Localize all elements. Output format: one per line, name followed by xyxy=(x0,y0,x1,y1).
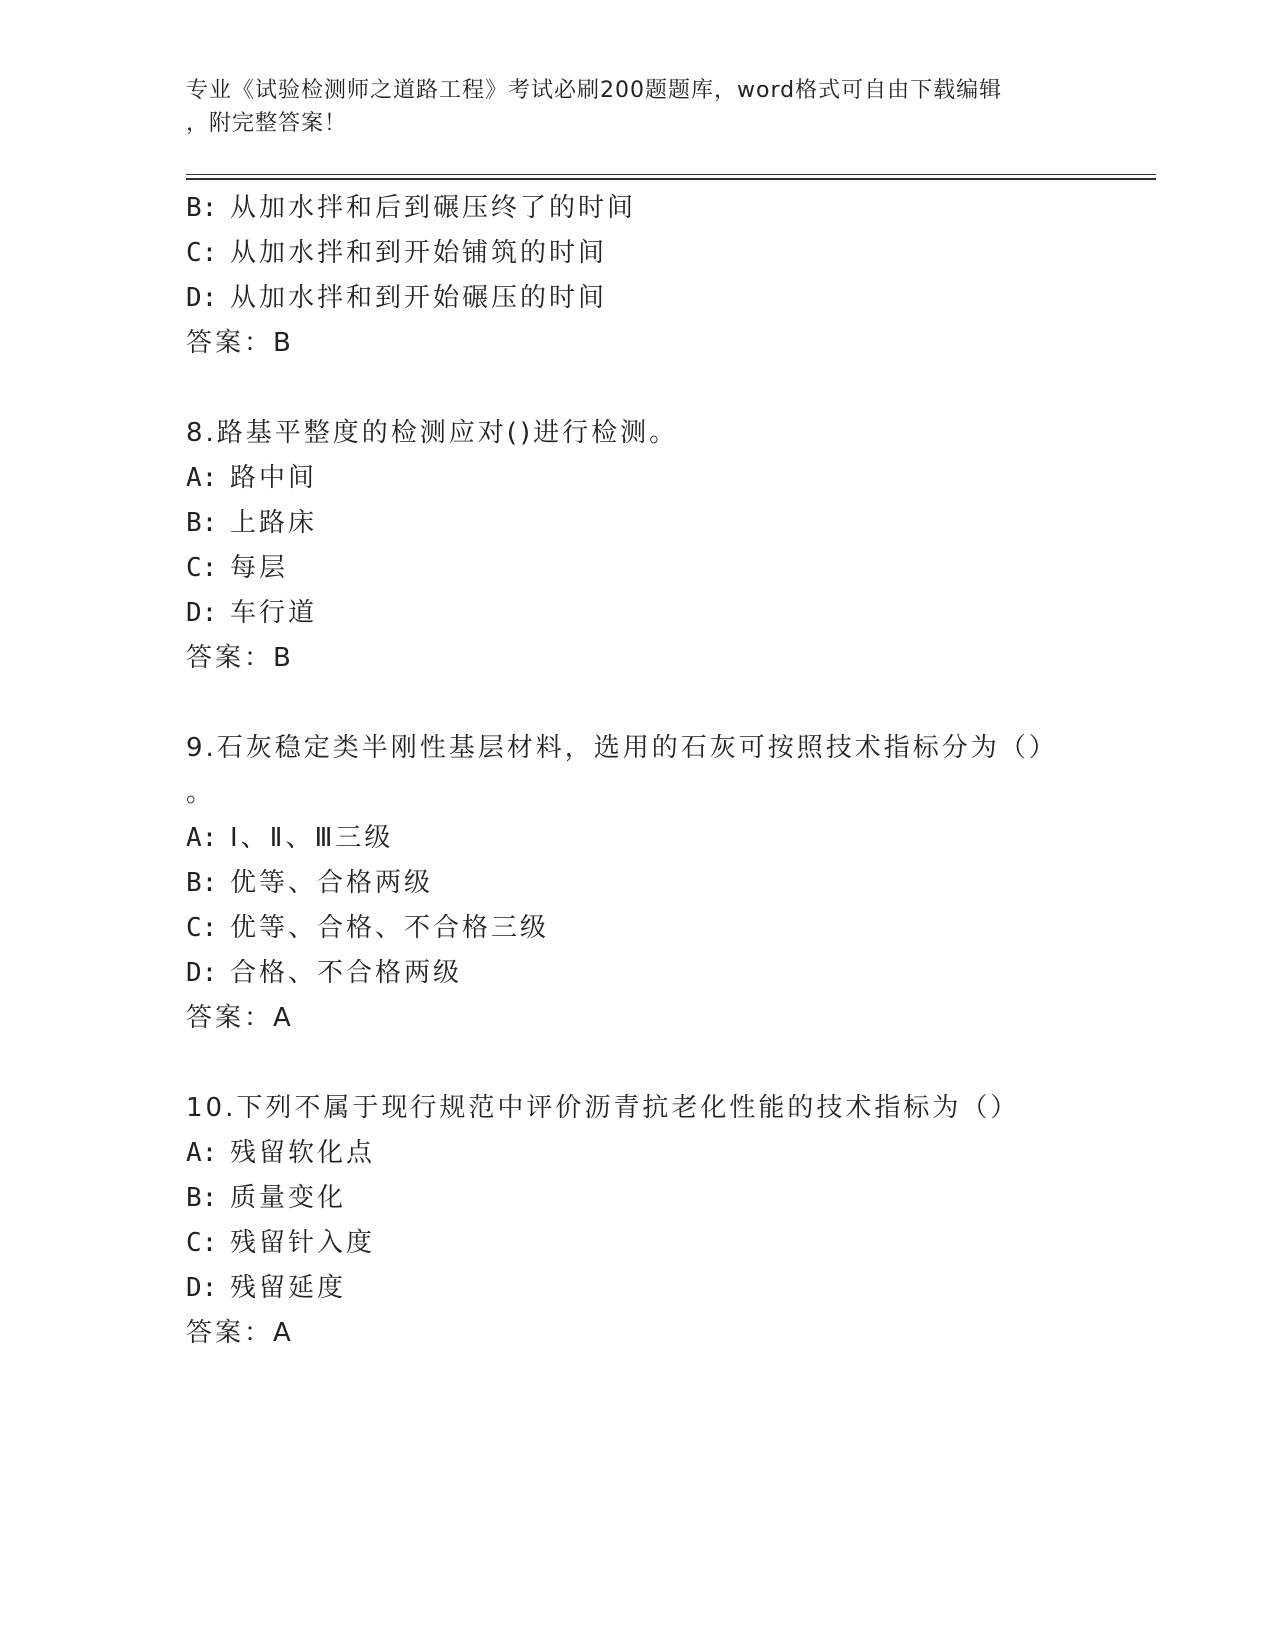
option-text: 合格、不合格两级 xyxy=(230,958,463,988)
option-letter: A: xyxy=(186,823,218,853)
header-divider-top xyxy=(186,174,1156,175)
option-text: 残留针入度 xyxy=(230,1228,376,1258)
header-title-line2: ，附完整答案！ xyxy=(186,111,348,136)
header-title-line1: 专业《试验检测师之道路工程》考试必刷200题题库，word格式可自由下载编辑 xyxy=(186,78,1003,103)
option-item xyxy=(186,282,607,314)
option-item xyxy=(186,1182,346,1214)
option-item xyxy=(186,597,317,629)
option-letter: C: xyxy=(186,1228,218,1258)
option-letter: C: xyxy=(186,913,218,943)
option-item xyxy=(186,462,317,494)
option-letter: B: xyxy=(186,1183,218,1213)
option-letter: B: xyxy=(186,868,218,898)
option-text: 从加水拌和到开始铺筑的时间 xyxy=(230,238,608,268)
option-text: 优等、合格、不合格三级 xyxy=(230,913,550,943)
option-letter: A: xyxy=(186,1138,218,1168)
option-letter: D: xyxy=(186,1273,218,1303)
option-text: 车行道 xyxy=(230,598,318,628)
option-item xyxy=(186,912,549,944)
option-letter: B: xyxy=(186,193,218,223)
option-item xyxy=(186,192,636,224)
option-letter: B: xyxy=(186,508,218,538)
question-stem: 9.石灰稳定类半刚性基层材料，选用的石灰可按照技术指标分为（） xyxy=(186,733,1058,763)
document-header xyxy=(186,74,1086,140)
option-item xyxy=(186,1227,375,1259)
option-text: 优等、合格两级 xyxy=(230,868,434,898)
option-text: 每层 xyxy=(230,553,289,583)
option-item xyxy=(186,237,607,269)
option-text: 残留软化点 xyxy=(230,1138,376,1168)
option-letter: D: xyxy=(186,283,218,313)
answer-label: 答案：A xyxy=(186,1003,294,1033)
option-letter: C: xyxy=(186,238,218,268)
question-stem: 8.路基平整度的检测应对()进行检测。 xyxy=(186,418,679,448)
option-text: 从加水拌和后到碾压终了的时间 xyxy=(230,193,637,223)
answer-label: 答案：B xyxy=(186,643,294,673)
header-divider-bottom xyxy=(186,178,1156,180)
option-item xyxy=(186,507,317,539)
option-letter: A: xyxy=(186,463,218,493)
option-text: Ⅰ、Ⅱ、Ⅲ三级 xyxy=(230,823,394,853)
answer-label: 答案：B xyxy=(186,328,294,358)
option-letter: D: xyxy=(186,598,218,628)
option-item xyxy=(186,1137,375,1169)
option-text: 从加水拌和到开始碾压的时间 xyxy=(230,283,608,313)
option-item xyxy=(186,957,462,989)
option-item xyxy=(186,1272,346,1304)
option-letter: D: xyxy=(186,958,218,988)
question-stem-continuation: 。 xyxy=(186,778,216,808)
question-stem: 10.下列不属于现行规范中评价沥青抗老化性能的技术指标为（） xyxy=(186,1093,1020,1123)
option-item xyxy=(186,552,288,584)
answer-label: 答案：A xyxy=(186,1318,294,1348)
option-text: 残留延度 xyxy=(230,1273,347,1303)
option-text: 质量变化 xyxy=(230,1183,347,1213)
option-letter: C: xyxy=(186,553,218,583)
option-item xyxy=(186,867,433,899)
option-item xyxy=(186,822,393,854)
option-text: 上路床 xyxy=(230,508,318,538)
option-text: 路中间 xyxy=(230,463,318,493)
